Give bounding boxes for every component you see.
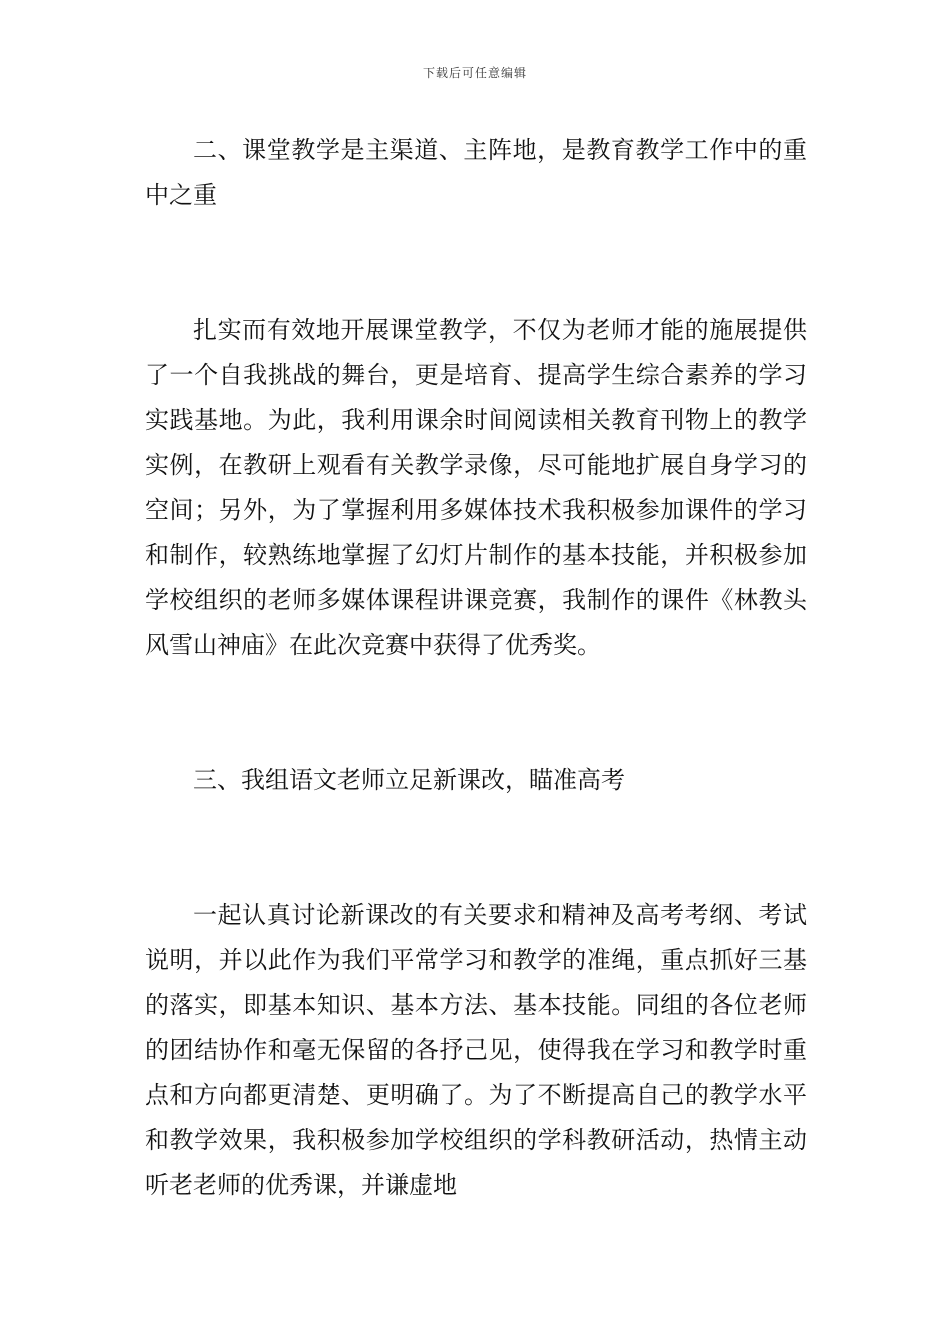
paragraph-spacer [145, 668, 807, 758]
section-heading-2: 二、课堂教学是主渠道、主阵地，是教育教学工作中的重中之重 [145, 136, 807, 209]
body-paragraph-2: 一起认真讨论新课改的有关要求和精神及高考考纲、考试说明，并以此作为我们平常学习和教学的准绳，重点抓好三基的落实，即基本知识、基本方法、基本技能。同组的各位老师的团结协作和毫无保留的各抒己见，使得我在学习和教学时重点和方向都更清楚、更明确了。为了不断提高自己的教学水平和教学效果，我积极参加学校组织的学科教研活动，热情主动听老老师的优秀课，并谦虚地 [145, 901, 807, 1199]
paragraph-spacer [145, 803, 807, 893]
body-paragraph-1: 扎实而有效地开展课堂教学，不仅为老师才能的施展提供了一个自我挑战的舞台，更是培育、提高学生综合素养的学习实践基地。为此，我利用课余时间阅读相关教育刊物上的教学实例，在教研上观看有关教学录像，尽可能地扩展自身学习的空间；另外，为了掌握利用多媒体技术我积极参加课件的学习和制作，较熟练地掌握了幻灯片制作的基本技能，并积极参加学校组织的老师多媒体课程讲课竞赛，我制作的课件《林教头风雪山神庙》在此次竞赛中获得了优秀奖。 [145, 316, 807, 659]
section-heading-3: 三、我组语文老师立足新课改，瞄准高考 [193, 766, 625, 794]
page-header: 下载后可任意编辑 [422, 66, 527, 80]
paragraph-spacer [145, 218, 807, 308]
document-body [145, 128, 807, 1208]
